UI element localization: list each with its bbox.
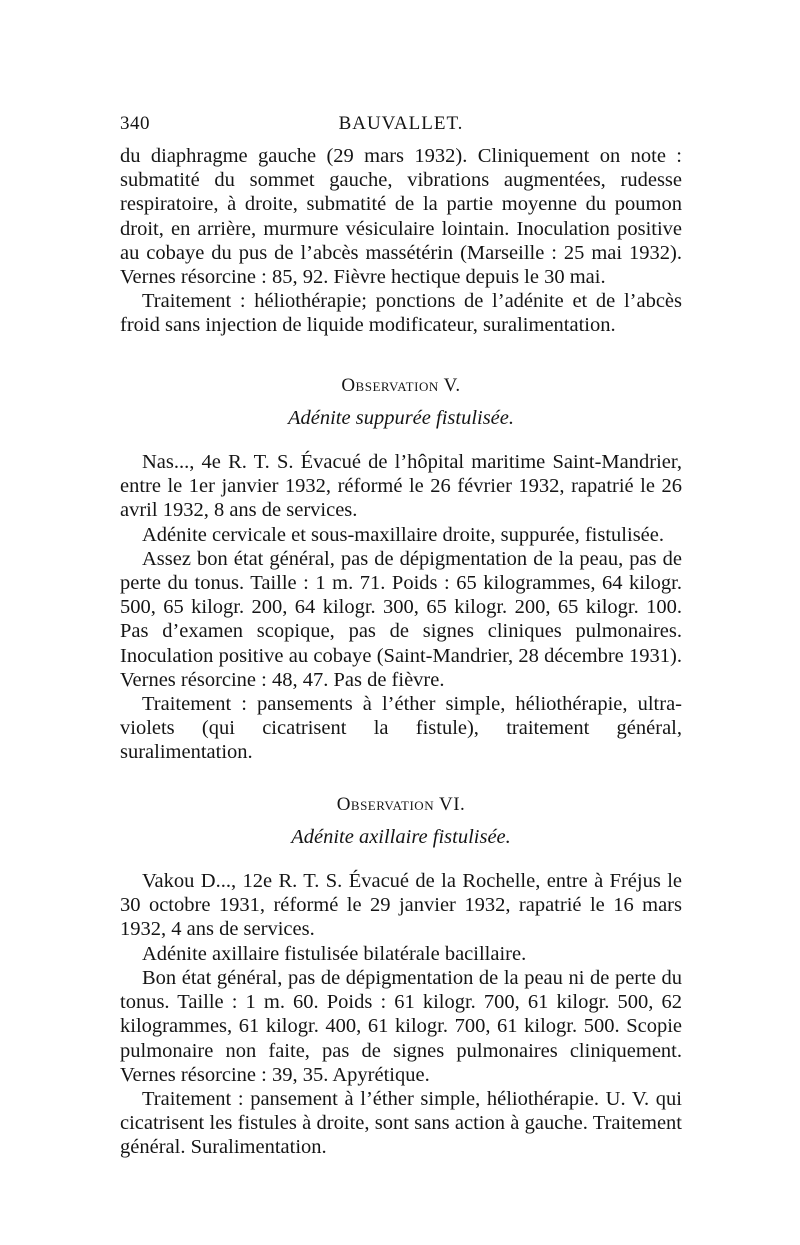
- observation-6-paragraph-2: Adénite axillaire fistulisée bilatérale bacillaire.: [142, 942, 527, 965]
- observation-5-title-text: Observation V.: [341, 374, 461, 396]
- page-number: 340: [120, 113, 150, 134]
- observation-6-paragraph-1: Vakou D..., 12e R. T. S. Évacué de la Rochelle, entre à Fréjus le 30 octobre 1931, réformé le 29 janvier 1932, rapatrié le 16 mars 1932, 4 ans de services.: [120, 870, 682, 941]
- page-header: [120, 112, 682, 144]
- observation-6-title-text: Observation VI.: [336, 793, 466, 815]
- observation-5-paragraph-4: Traitement : pansements à l’éther simple, héliothérapie, ultra-violets (qui cicatrisent la fistule), traitement général, suralimentation.: [120, 693, 682, 764]
- continuation-paragraph: du diaphragme gauche (29 mars 1932). Cliniquement on note : submatité du sommet gauche, vibrations augmentées, rudesse respiratoire, à droite, submatité de la partie moyenne du poumon droit, en arrière, murmure vésiculaire lointain. Inoculation positive au cobaye du pus de l’abcès massétérin (Marseille : 25 mai 1932). Vernes résorcine : 85, 92. Fièvre hectique depuis le 30 mai.: [120, 145, 682, 289]
- observation-5-paragraph-2: Adénite cervicale et sous-maxillaire droite, suppurée, fistulisée.: [142, 523, 664, 546]
- observation-5-subtitle: Adénite suppurée fistulisée.: [287, 406, 515, 429]
- observation-5-title: [120, 374, 682, 398]
- observation-6-title: [120, 793, 682, 817]
- observation-6-paragraph-4: Traitement : pansement à l’éther simple, héliothérapie. U. V. qui cicatrisent les fistules à droite, sont sans action à gauche. Traitement général. Suralimentation.: [120, 1087, 682, 1159]
- observation-5-paragraph-3: Assez bon état général, pas de dépigmentation de la peau, pas de perte du tonus. Taille : 1 m. 71. Poids : 65 kilogrammes, 64 kilogr. 500, 65 kilogr. 200, 64 kilogr. 300, 65 kilogr. 200, 65 kilogr. 100. Pas d’examen scopique, pas de signes cliniques pulmonaires. Inoculation positive au cobaye (Saint-Mandrier, 28 décembre 1931). Vernes résorcine : 48, 47. Pas de fièvre.: [120, 547, 682, 691]
- book-page: [120, 112, 682, 1160]
- observation-5-paragraph-1: Nas..., 4e R. T. S. Évacué de l’hôpital maritime Saint-Mandrier, entre le 1er janvier 1932, réformé le 26 février 1932, rapatrié le 26 avril 1932, 8 ans de services.: [120, 451, 682, 522]
- observation-6-subtitle: Adénite axillaire fistulisée.: [291, 825, 511, 848]
- observation-6-paragraph-3: Bon état général, pas de dépigmentation de la peau ni de perte du tonus. Taille : 1 m. 60. Poids : 61 kilogr. 700, 61 kilogr. 500, 62 kilogrammes, 61 kilogr. 400, 61 kilogr. 700, 61 kilogr. 500. Scopie pulmonaire non faite, pas de signes pulmonaires cliniquement. Vernes résorcine : 39, 35. Apyrétique.: [120, 966, 682, 1086]
- treatment-paragraph: Traitement : héliothérapie; ponctions de l’adénite et de l’abcès froid sans injection de liquide modificateur, suralimentation.: [120, 290, 682, 337]
- running-title: BAUVALLET.: [338, 113, 464, 134]
